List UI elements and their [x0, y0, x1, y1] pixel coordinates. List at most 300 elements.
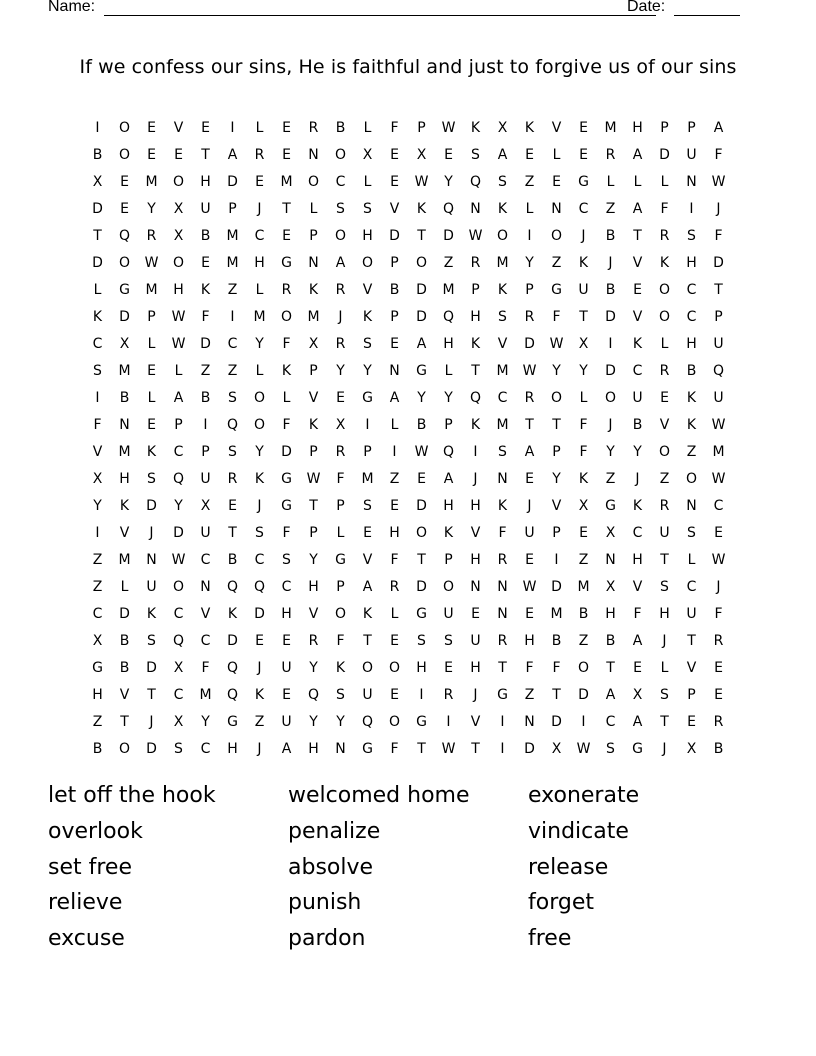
grid-letter[interactable]: Z	[200, 362, 211, 379]
grid-letter[interactable]: N	[389, 362, 400, 379]
grid-letter[interactable]: T	[525, 416, 534, 433]
grid-letter[interactable]: X	[605, 524, 616, 541]
grid-letter[interactable]: P	[390, 254, 399, 271]
grid-letter[interactable]: H	[443, 335, 454, 352]
grid-letter[interactable]: Z	[254, 713, 265, 730]
grid-letter[interactable]: O	[361, 254, 374, 271]
grid-letter[interactable]: T	[201, 146, 210, 163]
grid-letter[interactable]: L	[255, 362, 264, 379]
grid-letter[interactable]: F	[552, 659, 561, 676]
grid-letter[interactable]: A	[632, 713, 643, 730]
grid-letter[interactable]: O	[550, 389, 563, 406]
grid-letter[interactable]: D	[416, 578, 427, 595]
grid-letter[interactable]: S	[147, 470, 156, 487]
grid-letter[interactable]: R	[308, 632, 319, 649]
grid-letter[interactable]: E	[282, 119, 291, 136]
grid-letter[interactable]: O	[496, 227, 509, 244]
grid-letter[interactable]: Z	[92, 713, 103, 730]
grid-letter[interactable]: K	[308, 416, 319, 433]
grid-letter[interactable]: E	[417, 470, 426, 487]
grid-letter[interactable]: J	[257, 740, 262, 757]
grid-letter[interactable]: P	[201, 443, 210, 460]
grid-letter[interactable]: U	[578, 281, 589, 298]
grid-letter[interactable]: E	[255, 173, 264, 190]
grid-letter[interactable]: T	[228, 524, 237, 541]
grid-letter[interactable]: E	[120, 173, 129, 190]
grid-letter[interactable]: P	[687, 119, 696, 136]
grid-letter[interactable]: X	[173, 227, 184, 244]
grid-letter[interactable]: K	[227, 605, 238, 622]
grid-letter[interactable]: W	[549, 335, 564, 352]
grid-letter[interactable]: C	[200, 632, 211, 649]
grid-letter[interactable]: E	[633, 659, 642, 676]
grid-letter[interactable]: O	[118, 119, 131, 136]
grid-letter[interactable]: E	[201, 119, 210, 136]
grid-letter[interactable]: H	[470, 659, 481, 676]
grid-letter[interactable]: V	[308, 389, 319, 406]
grid-letter[interactable]: E	[390, 632, 399, 649]
grid-letter[interactable]: R	[659, 362, 670, 379]
grid-letter[interactable]: D	[551, 713, 562, 730]
grid-letter[interactable]: F	[579, 416, 588, 433]
grid-letter[interactable]: M	[145, 281, 158, 298]
grid-letter[interactable]: U	[200, 470, 211, 487]
grid-letter[interactable]: E	[471, 605, 480, 622]
grid-letter[interactable]: Y	[444, 389, 453, 406]
grid-letter[interactable]: H	[173, 281, 184, 298]
grid-letter[interactable]: N	[308, 146, 319, 163]
grid-letter[interactable]: R	[389, 578, 400, 595]
grid-letter[interactable]: K	[146, 443, 157, 460]
grid-letter[interactable]: E	[282, 227, 291, 244]
grid-letter[interactable]: K	[443, 524, 454, 541]
grid-letter[interactable]: O	[415, 524, 428, 541]
grid-letter[interactable]: I	[230, 119, 235, 136]
grid-letter[interactable]: G	[416, 605, 427, 622]
grid-letter[interactable]: D	[605, 362, 616, 379]
grid-letter[interactable]: H	[605, 605, 616, 622]
grid-letter[interactable]: K	[524, 119, 535, 136]
grid-letter[interactable]: D	[173, 524, 184, 541]
grid-letter[interactable]: E	[525, 146, 534, 163]
grid-letter[interactable]: H	[470, 308, 481, 325]
grid-letter[interactable]: N	[470, 200, 481, 217]
grid-letter[interactable]: F	[714, 605, 723, 622]
grid-letter[interactable]: E	[714, 524, 723, 541]
grid-letter[interactable]: H	[389, 524, 400, 541]
grid-letter[interactable]: Q	[469, 173, 482, 190]
grid-letter[interactable]: D	[551, 578, 562, 595]
grid-letter[interactable]: G	[578, 173, 589, 190]
grid-letter[interactable]: L	[390, 416, 399, 433]
grid-letter[interactable]: P	[714, 308, 723, 325]
grid-letter[interactable]: G	[227, 713, 238, 730]
name-field-line[interactable]	[104, 15, 656, 16]
grid-letter[interactable]: Z	[605, 470, 616, 487]
grid-letter[interactable]: S	[687, 227, 696, 244]
grid-letter[interactable]: U	[200, 200, 211, 217]
grid-letter[interactable]: M	[226, 254, 239, 271]
grid-letter[interactable]: T	[687, 632, 696, 649]
grid-letter[interactable]: F	[633, 605, 642, 622]
grid-letter[interactable]: P	[444, 551, 453, 568]
grid-letter[interactable]: H	[443, 497, 454, 514]
grid-letter[interactable]: L	[282, 389, 291, 406]
grid-letter[interactable]: Q	[226, 416, 239, 433]
grid-letter[interactable]: M	[253, 308, 266, 325]
grid-letter[interactable]: C	[497, 389, 508, 406]
grid-letter[interactable]: W	[468, 227, 483, 244]
grid-letter[interactable]: S	[660, 578, 669, 595]
grid-letter[interactable]: X	[416, 146, 427, 163]
grid-letter[interactable]: A	[443, 470, 454, 487]
grid-letter[interactable]: D	[659, 146, 670, 163]
grid-letter[interactable]: N	[200, 578, 211, 595]
grid-letter[interactable]: E	[444, 659, 453, 676]
grid-letter[interactable]: T	[120, 713, 129, 730]
grid-letter[interactable]: L	[660, 659, 669, 676]
grid-letter[interactable]: O	[172, 173, 185, 190]
grid-letter[interactable]: H	[308, 578, 319, 595]
grid-letter[interactable]: Y	[552, 470, 561, 487]
grid-letter[interactable]: Q	[469, 389, 482, 406]
grid-letter[interactable]: U	[146, 578, 157, 595]
grid-letter[interactable]: O	[334, 605, 347, 622]
grid-letter[interactable]: D	[524, 335, 535, 352]
grid-letter[interactable]: J	[338, 308, 343, 325]
grid-letter[interactable]: K	[119, 497, 130, 514]
grid-letter[interactable]: W	[414, 173, 429, 190]
grid-letter[interactable]: E	[687, 713, 696, 730]
grid-letter[interactable]: N	[119, 416, 130, 433]
grid-letter[interactable]: D	[119, 605, 130, 622]
grid-letter[interactable]: Q	[442, 200, 455, 217]
grid-letter[interactable]: R	[335, 281, 346, 298]
grid-letter[interactable]: C	[281, 578, 292, 595]
grid-letter[interactable]: G	[416, 713, 427, 730]
grid-letter[interactable]: C	[254, 551, 265, 568]
grid-letter[interactable]: Q	[226, 686, 239, 703]
grid-letter[interactable]: K	[578, 470, 589, 487]
grid-letter[interactable]: W	[171, 335, 186, 352]
grid-letter[interactable]: E	[282, 632, 291, 649]
grid-letter[interactable]: A	[416, 335, 427, 352]
grid-letter[interactable]: R	[497, 632, 508, 649]
grid-letter[interactable]: L	[147, 335, 156, 352]
grid-letter[interactable]: O	[118, 740, 131, 757]
grid-letter[interactable]: W	[171, 551, 186, 568]
grid-letter[interactable]: H	[416, 659, 427, 676]
grid-letter[interactable]: E	[579, 119, 588, 136]
grid-letter[interactable]: P	[552, 524, 561, 541]
grid-letter[interactable]: V	[659, 416, 670, 433]
grid-letter[interactable]: G	[119, 281, 130, 298]
grid-letter[interactable]: A	[497, 146, 508, 163]
grid-letter[interactable]: E	[363, 524, 372, 541]
grid-letter[interactable]: Z	[524, 173, 535, 190]
grid-letter[interactable]: D	[92, 200, 103, 217]
grid-letter[interactable]: R	[713, 713, 724, 730]
grid-letter[interactable]: X	[497, 119, 508, 136]
grid-letter[interactable]: I	[95, 524, 100, 541]
grid-letter[interactable]: L	[363, 119, 372, 136]
grid-letter[interactable]: L	[606, 173, 615, 190]
grid-letter[interactable]: E	[579, 146, 588, 163]
grid-letter[interactable]: A	[524, 443, 535, 460]
grid-letter[interactable]: R	[281, 281, 292, 298]
grid-letter[interactable]: U	[686, 605, 697, 622]
grid-letter[interactable]: B	[119, 632, 130, 649]
grid-letter[interactable]: W	[711, 551, 726, 568]
grid-letter[interactable]: C	[686, 578, 697, 595]
grid-letter[interactable]: L	[660, 335, 669, 352]
grid-letter[interactable]: X	[686, 740, 697, 757]
grid-letter[interactable]: P	[687, 686, 696, 703]
grid-letter[interactable]: K	[308, 281, 319, 298]
grid-letter[interactable]: P	[390, 308, 399, 325]
grid-letter[interactable]: O	[118, 146, 131, 163]
grid-letter[interactable]: C	[632, 524, 643, 541]
grid-letter[interactable]: K	[497, 281, 508, 298]
grid-letter[interactable]: V	[632, 308, 643, 325]
grid-letter[interactable]: T	[660, 713, 669, 730]
grid-letter[interactable]: O	[334, 227, 347, 244]
grid-letter[interactable]: T	[147, 686, 156, 703]
grid-letter[interactable]: U	[713, 335, 724, 352]
grid-letter[interactable]: N	[497, 470, 508, 487]
grid-letter[interactable]: P	[525, 281, 534, 298]
grid-letter[interactable]: J	[257, 200, 262, 217]
grid-letter[interactable]: J	[527, 497, 532, 514]
grid-letter[interactable]: O	[550, 227, 563, 244]
grid-letter[interactable]: F	[282, 416, 291, 433]
grid-letter[interactable]: E	[282, 686, 291, 703]
grid-letter[interactable]: H	[92, 686, 103, 703]
grid-letter[interactable]: X	[551, 740, 562, 757]
grid-letter[interactable]: L	[255, 281, 264, 298]
grid-letter[interactable]: E	[174, 146, 183, 163]
grid-letter[interactable]: D	[227, 632, 238, 649]
grid-letter[interactable]: V	[308, 605, 319, 622]
grid-letter[interactable]: C	[173, 443, 184, 460]
grid-letter[interactable]: E	[390, 173, 399, 190]
grid-letter[interactable]: D	[416, 281, 427, 298]
grid-letter[interactable]: O	[577, 659, 590, 676]
grid-letter[interactable]: X	[173, 200, 184, 217]
grid-letter[interactable]: V	[92, 443, 103, 460]
grid-letter[interactable]: N	[308, 254, 319, 271]
grid-letter[interactable]: O	[604, 389, 617, 406]
grid-letter[interactable]: V	[173, 119, 184, 136]
grid-letter[interactable]: L	[579, 389, 588, 406]
grid-letter[interactable]: Z	[524, 686, 535, 703]
grid-letter[interactable]: B	[119, 659, 130, 676]
grid-letter[interactable]: P	[309, 443, 318, 460]
grid-letter[interactable]: B	[605, 632, 616, 649]
grid-letter[interactable]: P	[552, 443, 561, 460]
grid-letter[interactable]: X	[632, 686, 643, 703]
grid-letter[interactable]: L	[363, 173, 372, 190]
grid-letter[interactable]: U	[362, 686, 373, 703]
grid-letter[interactable]: F	[93, 416, 102, 433]
grid-letter[interactable]: E	[255, 632, 264, 649]
grid-letter[interactable]: F	[660, 200, 669, 217]
grid-letter[interactable]: G	[632, 740, 643, 757]
grid-letter[interactable]: G	[605, 497, 616, 514]
grid-letter[interactable]: O	[172, 578, 185, 595]
grid-letter[interactable]: R	[227, 470, 238, 487]
grid-letter[interactable]: W	[576, 740, 591, 757]
grid-letter[interactable]: D	[227, 173, 238, 190]
grid-letter[interactable]: F	[282, 524, 291, 541]
grid-letter[interactable]: Y	[309, 659, 318, 676]
grid-letter[interactable]: W	[711, 470, 726, 487]
grid-letter[interactable]: W	[711, 416, 726, 433]
grid-letter[interactable]: K	[146, 605, 157, 622]
grid-letter[interactable]: O	[658, 281, 671, 298]
grid-letter[interactable]: N	[551, 200, 562, 217]
grid-letter[interactable]: A	[281, 740, 292, 757]
grid-letter[interactable]: E	[147, 362, 156, 379]
grid-letter[interactable]: X	[92, 173, 103, 190]
grid-letter[interactable]: K	[497, 200, 508, 217]
grid-letter[interactable]: C	[254, 227, 265, 244]
grid-letter[interactable]: Y	[606, 443, 615, 460]
grid-letter[interactable]: B	[92, 146, 103, 163]
grid-letter[interactable]: T	[606, 659, 615, 676]
grid-letter[interactable]: P	[363, 443, 372, 460]
grid-letter[interactable]: S	[444, 632, 453, 649]
grid-letter[interactable]: T	[552, 416, 561, 433]
grid-letter[interactable]: J	[716, 578, 721, 595]
grid-letter[interactable]: J	[608, 254, 613, 271]
grid-letter[interactable]: U	[686, 146, 697, 163]
grid-letter[interactable]: E	[282, 146, 291, 163]
grid-letter[interactable]: F	[201, 308, 210, 325]
grid-letter[interactable]: S	[228, 443, 237, 460]
grid-letter[interactable]: R	[659, 227, 670, 244]
grid-letter[interactable]: O	[280, 308, 293, 325]
grid-letter[interactable]: V	[470, 713, 481, 730]
grid-letter[interactable]: K	[362, 605, 373, 622]
grid-letter[interactable]: C	[173, 605, 184, 622]
grid-letter[interactable]: O	[685, 470, 698, 487]
grid-letter[interactable]: K	[497, 497, 508, 514]
grid-letter[interactable]: P	[336, 578, 345, 595]
grid-letter[interactable]: P	[444, 416, 453, 433]
grid-letter[interactable]: D	[713, 254, 724, 271]
grid-letter[interactable]: T	[552, 686, 561, 703]
grid-letter[interactable]: L	[687, 551, 696, 568]
grid-letter[interactable]: Q	[307, 686, 320, 703]
grid-letter[interactable]: E	[525, 551, 534, 568]
grid-letter[interactable]: U	[632, 389, 643, 406]
grid-letter[interactable]: S	[660, 686, 669, 703]
grid-letter[interactable]: T	[309, 497, 318, 514]
grid-letter[interactable]: S	[498, 308, 507, 325]
grid-letter[interactable]: W	[441, 740, 456, 757]
grid-letter[interactable]: E	[390, 335, 399, 352]
grid-letter[interactable]: B	[605, 281, 616, 298]
grid-letter[interactable]: O	[442, 578, 455, 595]
grid-letter[interactable]: B	[200, 227, 211, 244]
grid-letter[interactable]: U	[281, 713, 292, 730]
grid-letter[interactable]: I	[689, 200, 694, 217]
grid-letter[interactable]: J	[257, 659, 262, 676]
grid-letter[interactable]: E	[444, 146, 453, 163]
grid-letter[interactable]: K	[281, 362, 292, 379]
grid-letter[interactable]: B	[227, 551, 238, 568]
grid-letter[interactable]: R	[335, 443, 346, 460]
grid-letter[interactable]: V	[551, 497, 562, 514]
grid-letter[interactable]: Q	[442, 308, 455, 325]
grid-letter[interactable]: A	[632, 200, 643, 217]
grid-letter[interactable]: K	[686, 389, 697, 406]
grid-letter[interactable]: X	[173, 713, 184, 730]
grid-letter[interactable]: R	[605, 146, 616, 163]
grid-letter[interactable]: L	[444, 362, 453, 379]
grid-letter[interactable]: J	[662, 632, 667, 649]
grid-letter[interactable]: H	[281, 605, 292, 622]
grid-letter[interactable]: U	[443, 605, 454, 622]
grid-letter[interactable]: B	[416, 416, 427, 433]
grid-letter[interactable]: M	[118, 443, 131, 460]
grid-letter[interactable]: H	[254, 254, 265, 271]
grid-letter[interactable]: J	[581, 227, 586, 244]
grid-letter[interactable]: F	[552, 308, 561, 325]
grid-letter[interactable]: C	[605, 713, 616, 730]
grid-letter[interactable]: X	[335, 416, 346, 433]
grid-letter[interactable]: I	[500, 740, 505, 757]
grid-letter[interactable]: Z	[389, 470, 400, 487]
grid-letter[interactable]: I	[527, 227, 532, 244]
grid-letter[interactable]: G	[362, 389, 373, 406]
grid-letter[interactable]: H	[632, 551, 643, 568]
grid-letter[interactable]: S	[363, 335, 372, 352]
grid-letter[interactable]: Q	[253, 578, 266, 595]
grid-letter[interactable]: X	[92, 632, 103, 649]
grid-letter[interactable]: G	[281, 497, 292, 514]
grid-letter[interactable]: B	[632, 416, 643, 433]
grid-letter[interactable]: S	[363, 497, 372, 514]
grid-letter[interactable]: A	[335, 254, 346, 271]
grid-letter[interactable]: O	[658, 308, 671, 325]
grid-letter[interactable]: L	[525, 200, 534, 217]
grid-letter[interactable]: O	[361, 659, 374, 676]
grid-letter[interactable]: H	[227, 740, 238, 757]
grid-letter[interactable]: C	[335, 173, 346, 190]
grid-letter[interactable]: T	[660, 551, 669, 568]
grid-letter[interactable]: J	[257, 497, 262, 514]
grid-letter[interactable]: D	[416, 308, 427, 325]
grid-letter[interactable]: A	[713, 119, 724, 136]
grid-letter[interactable]: C	[632, 362, 643, 379]
grid-letter[interactable]: M	[604, 119, 617, 136]
grid-letter[interactable]: B	[92, 740, 103, 757]
grid-letter[interactable]: D	[200, 335, 211, 352]
grid-letter[interactable]: E	[147, 119, 156, 136]
grid-letter[interactable]: W	[522, 362, 537, 379]
grid-letter[interactable]: G	[551, 281, 562, 298]
grid-letter[interactable]: J	[608, 416, 613, 433]
grid-letter[interactable]: C	[227, 335, 238, 352]
grid-letter[interactable]: D	[146, 497, 157, 514]
grid-letter[interactable]: D	[416, 497, 427, 514]
grid-letter[interactable]: E	[390, 146, 399, 163]
grid-letter[interactable]: S	[687, 524, 696, 541]
grid-letter[interactable]: Y	[255, 443, 264, 460]
grid-letter[interactable]: E	[525, 470, 534, 487]
